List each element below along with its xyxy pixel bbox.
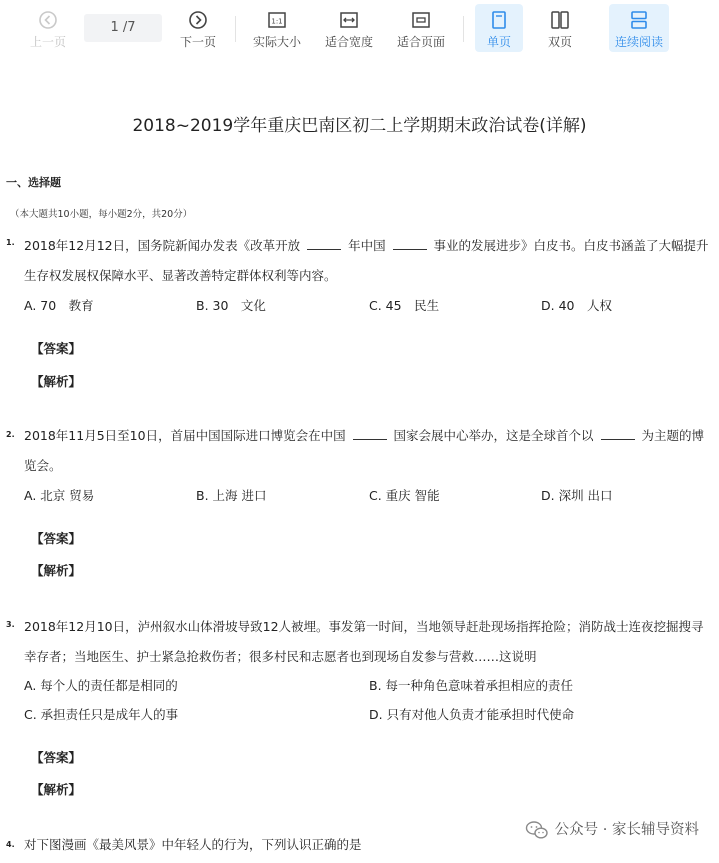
- option-d: D. 只有对他人负责才能承担时代使命: [369, 707, 575, 722]
- option-b: B. 上海 进口: [196, 488, 267, 503]
- question-text-part: 为主题的博览会。: [24, 428, 704, 473]
- next-page-button[interactable]: [172, 4, 224, 52]
- option-a: A. 每个人的责任都是相同的: [24, 678, 178, 693]
- single-page-label: 单页: [486, 35, 511, 49]
- actual-size-label: 实际大小: [252, 35, 301, 49]
- question-text: 2018年12月10日，泸州叙水山体滑坡导致12人被埋。事发第一时间，当地领导赶赴现场指挥抢险；消防战士连夜挖掘搜寻幸存者；当地医生、护士紧急抢救伤者；很多村民和志愿者也到现场自发参与营救……这说明: [24, 619, 704, 664]
- page-indicator-input[interactable]: [84, 14, 162, 42]
- continuous-reading-icon: [627, 10, 651, 30]
- question-text-part: 2018年12月12日，国务院新闻办发表《改革开放: [24, 238, 305, 253]
- analysis-label: 【解析】: [31, 782, 82, 797]
- question-number: 4.: [6, 840, 15, 849]
- fill-blank: [353, 427, 387, 440]
- section-note: （本大题共10小题，每小题2分，共20分）: [10, 209, 193, 220]
- option-c: C. 重庆 智能: [369, 488, 440, 503]
- fit-width-button[interactable]: [318, 4, 380, 52]
- question-text: [24, 231, 714, 291]
- double-page-label: 双页: [547, 35, 572, 49]
- continuous-reading-label: 连续阅读: [614, 35, 663, 49]
- option-b: B. 每一种角色意味着承担相应的责任: [369, 678, 574, 693]
- double-page-button[interactable]: [536, 4, 584, 52]
- fill-blank: [601, 427, 635, 440]
- prev-page-label: 上一页: [29, 35, 66, 49]
- question-text-part: 年中国: [344, 238, 390, 253]
- watermark-text: 公众号 · 家长辅导资料: [554, 822, 699, 838]
- chevron-left-icon: [36, 10, 60, 30]
- next-page-label: 下一页: [179, 35, 216, 49]
- fit-width-label: 适合宽度: [324, 35, 373, 49]
- single-page-button[interactable]: [475, 4, 523, 52]
- question-text-part: 2018年11月5日至10日，首届中国国际进口博览会在中国: [24, 428, 350, 443]
- question-text-part: 事业的发展进步》白皮书。白皮书涵盖了大幅提升生存权发展权保障水平、显著改善特定群体权利等内容。: [24, 238, 709, 283]
- continuous-reading-button[interactable]: [609, 4, 669, 52]
- option-d: D. 40 人权: [541, 298, 612, 313]
- answer-label: 【答案】: [31, 341, 82, 356]
- question-text: 对下图漫画《最美风景》中年轻人的行为，下列认识正确的是: [24, 837, 362, 852]
- watermark: [525, 818, 699, 840]
- option-c: C. 45 民生: [369, 298, 440, 313]
- analysis-label: 【解析】: [31, 374, 82, 389]
- option-b: B. 30 文化: [196, 298, 266, 313]
- prev-page-button[interactable]: [22, 4, 74, 52]
- actual-size-icon: [265, 10, 289, 30]
- fill-blank: [307, 237, 341, 250]
- fill-blank: [393, 237, 427, 250]
- fit-page-icon: [409, 10, 433, 30]
- section-heading: 一、选择题: [6, 176, 61, 189]
- fit-page-label: 适合页面: [396, 35, 445, 49]
- question-number: 1.: [6, 238, 15, 247]
- toolbar-divider: [235, 16, 236, 42]
- option-c: C. 承担责任只是成年人的事: [24, 707, 179, 722]
- answer-label: 【答案】: [31, 531, 82, 546]
- svg-text:1:1: 1:1: [271, 17, 283, 26]
- question-text-part: 国家会展中心举办，这是全球首个以: [389, 428, 598, 443]
- actual-size-button[interactable]: [246, 4, 308, 52]
- question-text: [24, 421, 714, 481]
- analysis-label: 【解析】: [31, 563, 82, 578]
- toolbar-divider: [463, 16, 464, 42]
- page-indicator-text: 1 /7: [110, 20, 136, 35]
- viewer-toolbar: [0, 0, 719, 56]
- question-number: 2.: [6, 430, 15, 439]
- fit-width-icon: [337, 10, 361, 30]
- option-a: A. 北京 贸易: [24, 488, 95, 503]
- wechat-icon: [525, 820, 549, 840]
- question-number: 3.: [6, 620, 15, 629]
- single-page-icon: [487, 10, 511, 30]
- answer-label: 【答案】: [31, 750, 82, 765]
- double-page-icon: [548, 10, 572, 30]
- chevron-right-icon: [186, 10, 210, 30]
- fit-page-button[interactable]: [390, 4, 452, 52]
- option-a: A. 70 教育: [24, 298, 94, 313]
- option-d: D. 深圳 出口: [541, 488, 613, 503]
- document-title: 2018~2019学年重庆巴南区初二上学期期末政治试卷(详解): [132, 116, 587, 136]
